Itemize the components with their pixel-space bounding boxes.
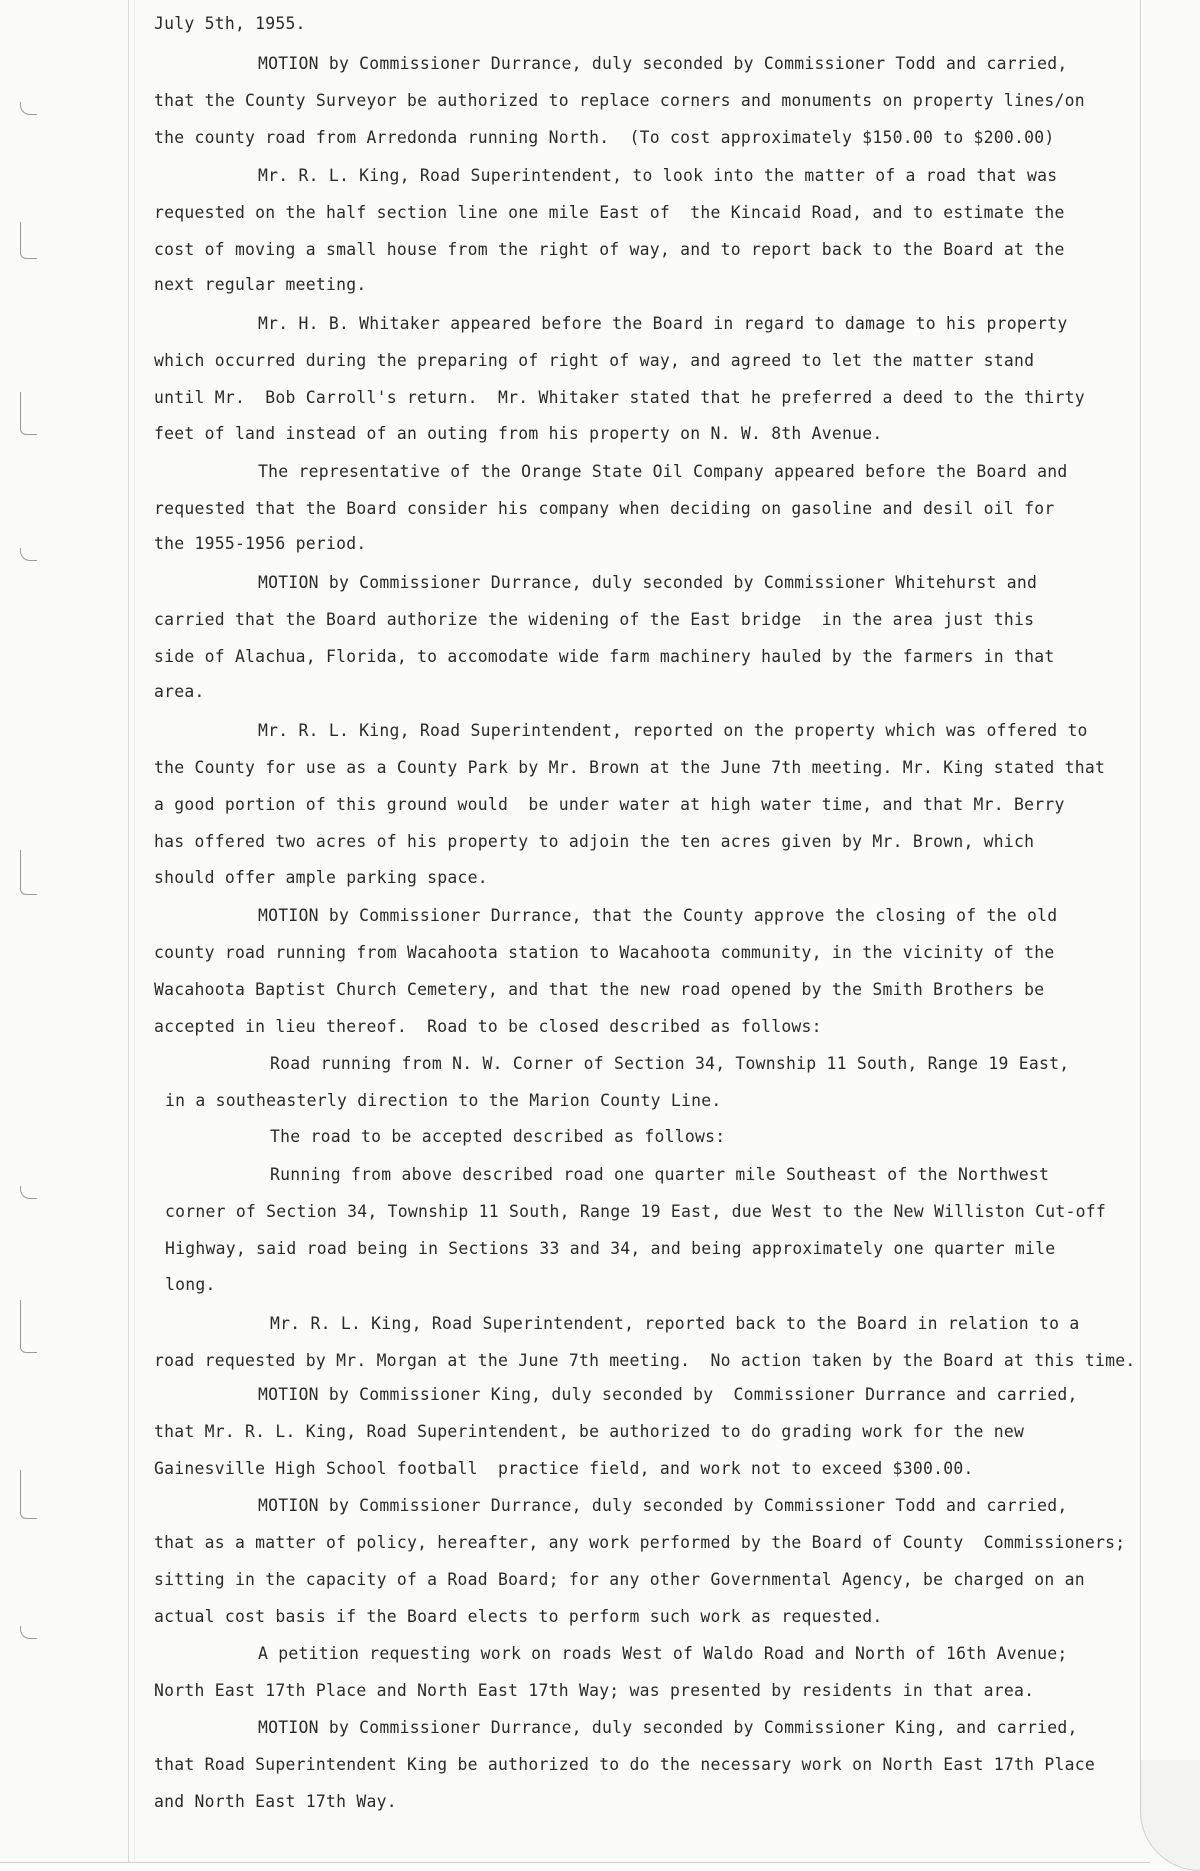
paragraph-line: that Mr. R. L. King, Road Superintendent, be authorized to do grading work for the new bbox=[154, 1422, 1025, 1441]
paragraph-line: has offered two acres of his property to adjoin the ten acres given by Mr. Brown, which bbox=[154, 832, 1035, 851]
paragraph-line: corner of Section 34, Township 11 South, Range 19 East, due West to the New Williston Cut-off bbox=[165, 1202, 1106, 1221]
paragraph-line: Road running from N. W. Corner of Section 34, Township 11 South, Range 19 East, bbox=[270, 1054, 1070, 1073]
left-margin-rule bbox=[128, 0, 129, 1862]
binder-bracket-mark bbox=[20, 222, 37, 259]
paragraph-line: that as a matter of policy, hereafter, any work performed by the Board of County Commissioners; bbox=[154, 1533, 1126, 1552]
paragraph-line: the 1955-1956 period. bbox=[154, 534, 367, 553]
paragraph-line: in a southeasterly direction to the Marion County Line. bbox=[165, 1091, 722, 1110]
page-corner-curl bbox=[1140, 1760, 1200, 1871]
paragraph-line: the county road from Arredonda running North. (To cost approximately $150.00 to $200.00) bbox=[154, 128, 1055, 147]
paragraph-line: that the County Surveyor be authorized to replace corners and monuments on property lines/on bbox=[154, 91, 1085, 110]
binder-bracket-mark bbox=[20, 1470, 37, 1519]
paragraph-line: county road running from Wacahoota station to Wacahoota community, in the vicinity of the bbox=[154, 943, 1055, 962]
paragraph-line: next regular meeting. bbox=[154, 275, 367, 294]
paragraph-line: feet of land instead of an outing from his property on N. W. 8th Avenue. bbox=[154, 424, 883, 443]
paragraph-line: area. bbox=[154, 682, 205, 701]
paragraph-line: cost of moving a small house from the right of way, and to report back to the Board at the bbox=[154, 240, 1065, 259]
paragraph-line: MOTION by Commissioner Durrance, duly seconded by Commissioner Todd and carried, bbox=[258, 1496, 1068, 1515]
paragraph-line: Mr. R. L. King, Road Superintendent, reported on the property which was offered to bbox=[258, 721, 1088, 740]
paragraph-line: Wacahoota Baptist Church Cemetery, and that the new road opened by the Smith Brothers be bbox=[154, 980, 1045, 999]
paragraph-line: accepted in lieu thereof. Road to be closed described as follows: bbox=[154, 1017, 822, 1036]
paragraph-line: road requested by Mr. Morgan at the June 7th meeting. No action taken by the Board at this time. bbox=[154, 1351, 1136, 1370]
paragraph-line: MOTION by Commissioner Durrance, duly seconded by Commissioner Whitehurst and bbox=[258, 573, 1038, 592]
paragraph-line: MOTION by Commissioner Durrance, duly seconded by Commissioner Todd and carried, bbox=[258, 54, 1068, 73]
paragraph-line: MOTION by Commissioner Durrance, that the County approve the closing of the old bbox=[258, 906, 1058, 925]
binder-hook-mark bbox=[20, 1626, 37, 1639]
paragraph-line: The road to be accepted described as follows: bbox=[270, 1127, 726, 1146]
date-line: July 5th, 1955. bbox=[154, 14, 306, 33]
left-margin-rule-inner bbox=[134, 0, 135, 1862]
binder-hook-mark bbox=[20, 548, 37, 561]
paragraph-line: Running from above described road one quarter mile Southeast of the Northwest bbox=[270, 1165, 1050, 1184]
binder-hook-mark bbox=[20, 102, 37, 115]
paragraph-line: and North East 17th Way. bbox=[154, 1792, 397, 1811]
paragraph-line: Gainesville High School football practice field, and work not to exceed $300.00. bbox=[154, 1459, 974, 1478]
paragraph-line: sitting in the capacity of a Road Board; for any other Governmental Agency, be charged on an bbox=[154, 1570, 1085, 1589]
paragraph-line: Mr. R. L. King, Road Superintendent, to look into the matter of a road that was bbox=[258, 166, 1058, 185]
paragraph-line: the County for use as a County Park by Mr. Brown at the June 7th meeting. Mr. King stated that bbox=[154, 758, 1106, 777]
binder-hook-mark bbox=[20, 1186, 37, 1199]
paragraph-line: Highway, said road being in Sections 33 and 34, and being approximately one quarter mile bbox=[165, 1239, 1056, 1258]
paragraph-line: side of Alachua, Florida, to accomodate wide farm machinery hauled by the farmers in that bbox=[154, 647, 1055, 666]
paragraph-line: which occurred during the preparing of right of way, and agreed to let the matter stand bbox=[154, 351, 1035, 370]
paragraph-line: long. bbox=[165, 1275, 216, 1294]
paragraph-line: that Road Superintendent King be authorized to do the necessary work on North East 17th Place bbox=[154, 1755, 1095, 1774]
bottom-page-edge bbox=[0, 1862, 1150, 1863]
paragraph-line: North East 17th Place and North East 17th Way; was presented by residents in that area. bbox=[154, 1681, 1035, 1700]
paragraph-line: A petition requesting work on roads West of Waldo Road and North of 16th Avenue; bbox=[258, 1644, 1068, 1663]
binder-bracket-mark bbox=[20, 392, 37, 435]
paragraph-line: until Mr. Bob Carroll's return. Mr. Whitaker stated that he preferred a deed to the thirty bbox=[154, 388, 1085, 407]
paragraph-line: should offer ample parking space. bbox=[154, 868, 488, 887]
paragraph-line: actual cost basis if the Board elects to perform such work as requested. bbox=[154, 1607, 883, 1626]
paragraph-line: MOTION by Commissioner Durrance, duly seconded by Commissioner King, and carried, bbox=[258, 1718, 1078, 1737]
binder-bracket-mark bbox=[20, 850, 37, 895]
paragraph-line: requested that the Board consider his company when deciding on gasoline and desil oil for bbox=[154, 499, 1055, 518]
paragraph-line: Mr. H. B. Whitaker appeared before the Board in regard to damage to his property bbox=[258, 314, 1068, 333]
binder-bracket-mark bbox=[20, 1300, 37, 1353]
paragraph-line: MOTION by Commissioner King, duly seconded by Commissioner Durrance and carried, bbox=[258, 1385, 1078, 1404]
paragraph-line: Mr. R. L. King, Road Superintendent, reported back to the Board in relation to a bbox=[270, 1314, 1080, 1333]
paragraph-line: a good portion of this ground would be under water at high water time, and that Mr. Berry bbox=[154, 795, 1065, 814]
paragraph-line: requested on the half section line one mile East of the Kincaid Road, and to estimate the bbox=[154, 203, 1065, 222]
right-margin-rule bbox=[1140, 0, 1141, 1810]
paragraph-line: carried that the Board authorize the widening of the East bridge in the area just this bbox=[154, 610, 1035, 629]
paragraph-line: The representative of the Orange State Oil Company appeared before the Board and bbox=[258, 462, 1068, 481]
